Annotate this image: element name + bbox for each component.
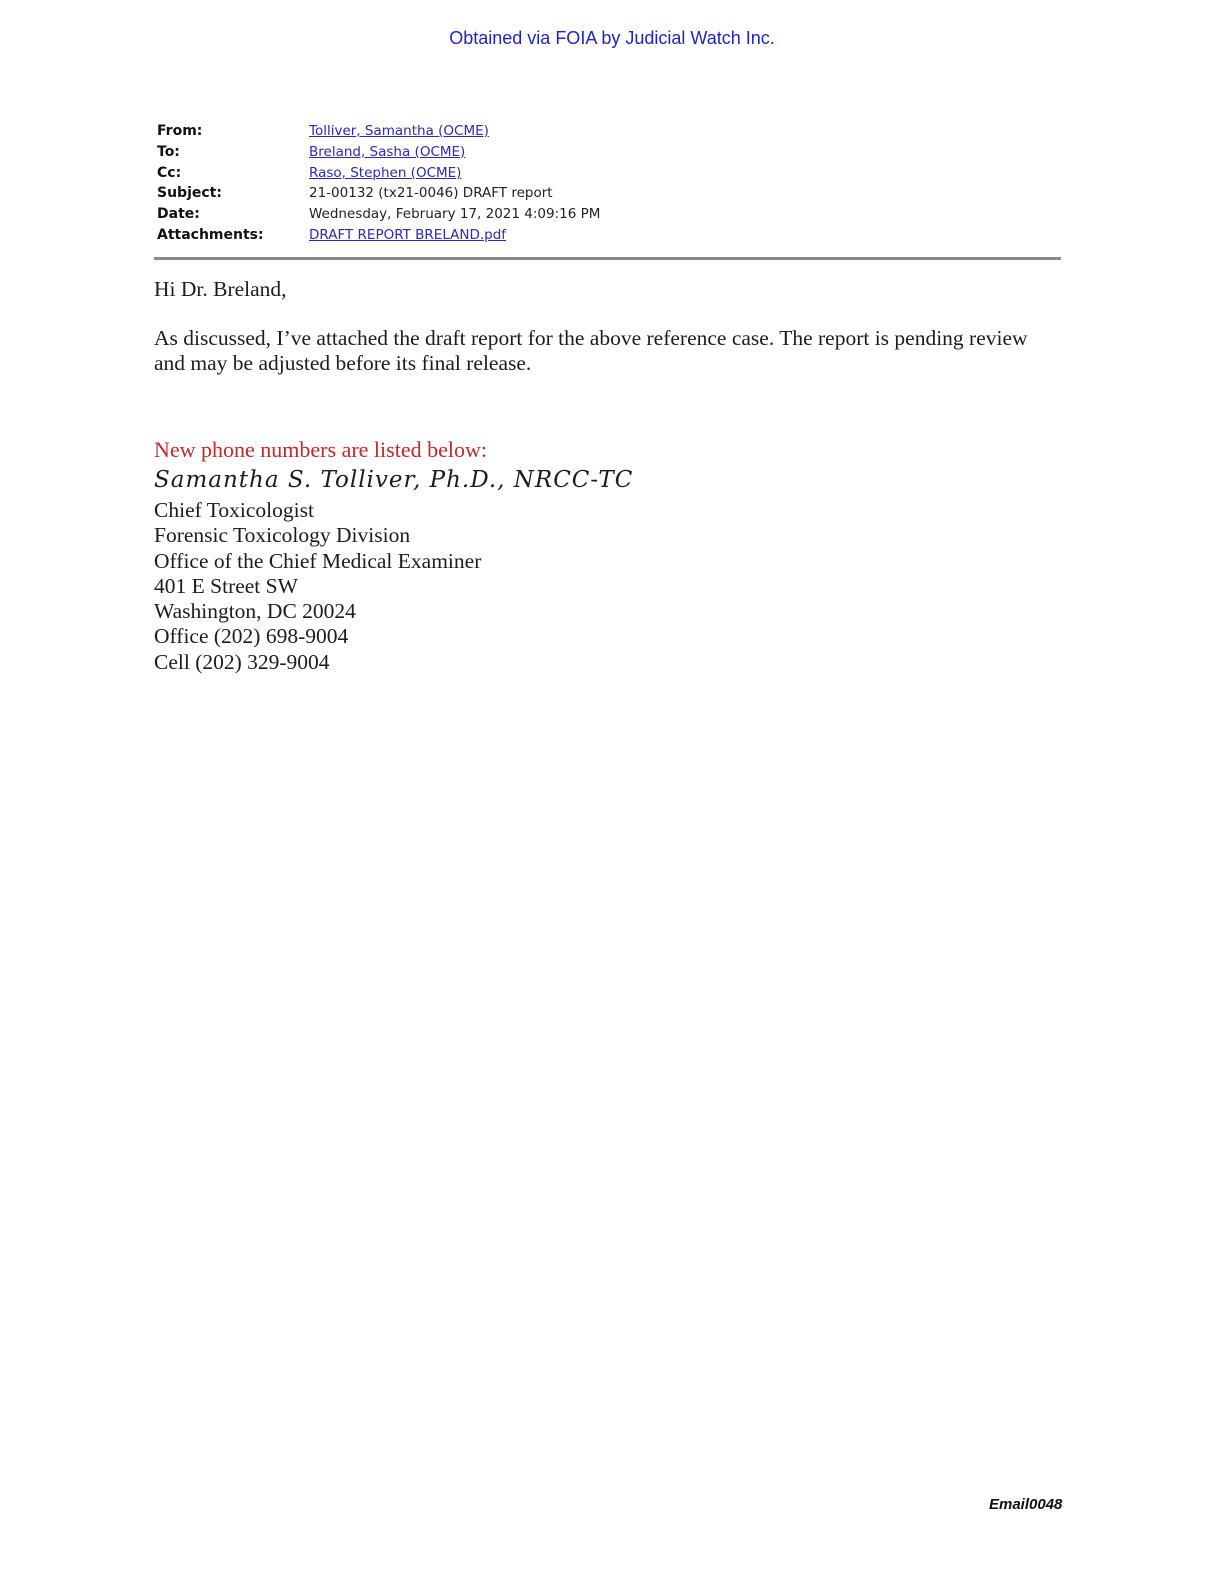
subject-value: 21-00132 (tx21-0046) DRAFT report	[309, 185, 553, 202]
phone-notice: New phone numbers are listed below:	[154, 437, 487, 462]
signature-line: Office (202) 698-9004	[154, 624, 349, 649]
signature-line: 401 E Street SW	[154, 573, 298, 598]
date-label: Date:	[157, 206, 200, 223]
to-link[interactable]: Breland, Sasha (OCME)	[309, 143, 466, 160]
to-row	[157, 142, 600, 163]
signature-line: Washington, DC 20024	[154, 599, 356, 624]
cc-link[interactable]: Raso, Stephen (OCME)	[309, 164, 462, 181]
subject-label: Subject:	[157, 185, 222, 202]
from-label: From:	[157, 123, 203, 139]
attachments-value	[309, 225, 600, 246]
email-paragraph: As discussed, I’ve attached the draft report for the above reference case. The report is pending review and may be adjusted before its final release.	[154, 326, 1028, 375]
from-value	[309, 121, 600, 142]
from-link[interactable]: Tolliver, Samantha (OCME)	[309, 123, 489, 139]
signature-block	[154, 498, 481, 675]
attachments-row	[157, 225, 600, 246]
signature-line: Cell (202) 329-9004	[154, 649, 330, 674]
cc-label: Cc:	[157, 164, 182, 181]
signature-name: Samantha S. Tolliver, Ph.D., NRCC-TC	[154, 467, 634, 493]
email-header	[157, 121, 600, 246]
signature-line: Office of the Chief Medical Examiner	[154, 548, 482, 573]
cc-value	[309, 163, 600, 184]
signature-line: Chief Toxicologist	[154, 498, 314, 522]
date-row	[157, 204, 600, 225]
subject-row	[157, 183, 600, 204]
attachments-label: Attachments:	[157, 226, 264, 243]
email-greeting: Hi Dr. Breland,	[154, 277, 287, 301]
cc-row	[157, 163, 600, 184]
date-value: Wednesday, February 17, 2021 4:09:16 PM	[309, 206, 601, 223]
attachment-link[interactable]: DRAFT REPORT BRELAND.pdf	[309, 226, 507, 243]
from-row	[157, 121, 600, 142]
foia-banner: Obtained via FOIA by Judicial Watch Inc.	[449, 28, 775, 48]
to-label: To:	[157, 143, 180, 160]
to-value	[309, 142, 600, 163]
header-divider	[154, 257, 1061, 260]
signature-line: Forensic Toxicology Division	[154, 523, 411, 548]
document-id: Email0048	[989, 1496, 1063, 1513]
